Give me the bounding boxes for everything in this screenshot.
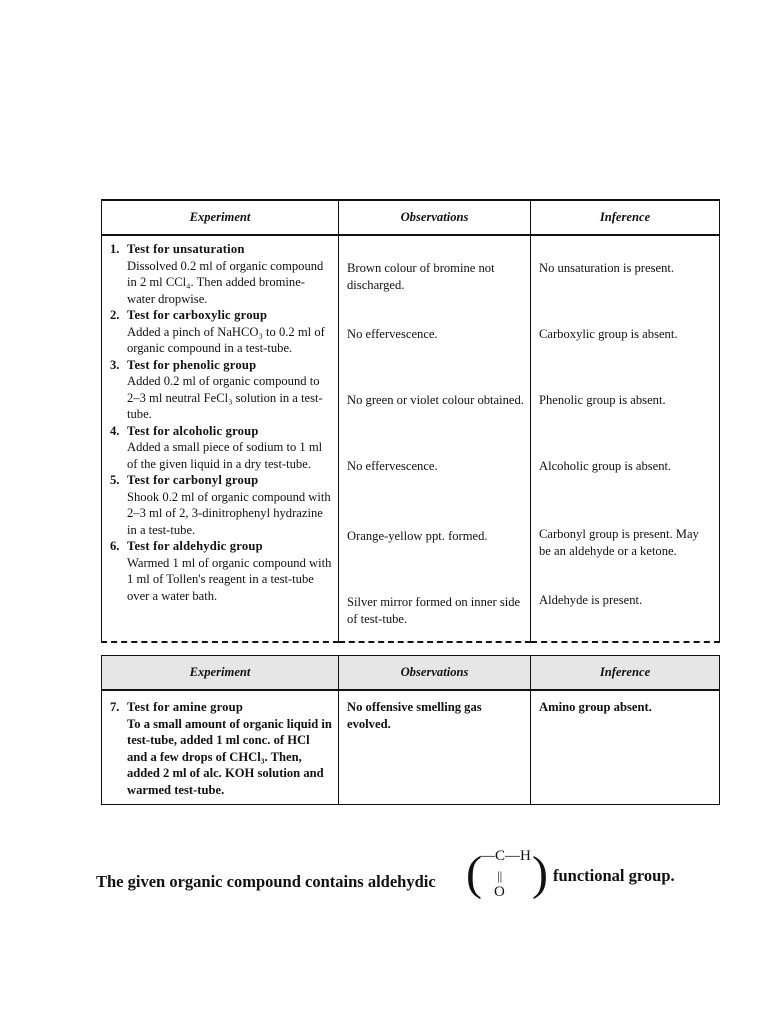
test-title: Test for carboxylic group xyxy=(127,308,268,322)
formula-line1: —C—H xyxy=(480,848,531,864)
inference-text: Alcoholic group is absent. xyxy=(539,459,672,473)
header-experiment: Experiment xyxy=(102,200,339,235)
observation-text: No offensive smelling gas evolved. xyxy=(347,700,482,731)
experiment-column xyxy=(102,235,339,642)
conclusion-text-after: functional group. xyxy=(553,866,675,885)
observations-column xyxy=(339,235,531,642)
header-observations: Observations xyxy=(339,200,531,235)
conclusion xyxy=(96,846,716,906)
table-header-row xyxy=(102,200,720,235)
conclusion-text-before: The given organic compound contains aldehydic xyxy=(96,872,436,891)
test-title: Test for unsaturation xyxy=(127,242,245,256)
test-title: Test for amine group xyxy=(127,700,244,714)
left-paren: ( xyxy=(466,847,482,900)
experiment-item xyxy=(110,241,332,307)
right-paren: ) xyxy=(532,847,548,900)
observation-cell xyxy=(339,690,531,805)
header-inference: Inference xyxy=(531,656,720,691)
item-number: 6. xyxy=(110,539,120,553)
header-observations: Observations xyxy=(339,656,531,691)
inference-text: Carboxylic group is absent. xyxy=(539,327,678,341)
observation-text: Brown colour of bromine not discharged. xyxy=(347,261,495,292)
inference-column xyxy=(531,235,720,642)
inference-text: No unsaturation is present. xyxy=(539,261,675,275)
test-procedure: Added 0.2 ml of organic compound to 2–3 ml neutral FeCl₃ solution in a test-tube. xyxy=(127,374,323,421)
inference-text: Phenolic group is absent. xyxy=(539,393,666,407)
test-procedure: Shook 0.2 ml of organic compound with 2–3 ml of 2, 3-dinitrophenyl hydrazine in a test-tube. xyxy=(127,489,331,537)
test-procedure: Added a pinch of NaHCO₃ to 0.2 ml of organic compound in a test-tube. xyxy=(127,324,325,355)
table-header-row xyxy=(102,656,720,691)
aldehyde-formula xyxy=(466,846,548,906)
test-procedure: To a small amount of organic liquid in test-tube, added 1 ml conc. of HCl and a few drops of CHCl₃. Then, added 2 ml of alc. KOH solution and warmed test-tube. xyxy=(127,716,332,797)
observation-text: Orange-yellow ppt. formed. xyxy=(347,529,488,543)
tests-table xyxy=(101,199,720,643)
header-experiment: Experiment xyxy=(102,656,339,691)
experiment-item xyxy=(110,307,332,357)
item-number: 2. xyxy=(110,308,120,322)
test-title: Test for phenolic group xyxy=(127,357,257,372)
test-procedure: Dissolved 0.2 ml of organic compound in 2 ml CCl₄. Then added bromine-water dropwise. xyxy=(127,258,324,306)
observation-text: No effervescence. xyxy=(347,327,438,341)
inference-cell xyxy=(531,690,720,805)
experiment-item xyxy=(110,538,332,604)
formula-double-bond: || xyxy=(497,868,503,883)
header-inference: Inference xyxy=(531,200,720,235)
item-number: 7. xyxy=(110,700,120,714)
test-title: Test for alcoholic group xyxy=(127,423,259,438)
experiment-item xyxy=(110,357,332,423)
test-procedure: Warmed 1 ml of organic compound with 1 ml of Tollen's reagent in a test-tube over a water bath. xyxy=(127,555,332,603)
observation-text: No effervescence. xyxy=(347,459,438,473)
table-row xyxy=(102,235,720,642)
experiment-cell xyxy=(102,690,339,805)
inference-text: Carbonyl group is present. May be an aldehyde or a ketone. xyxy=(539,527,699,558)
item-number: 4. xyxy=(110,423,120,438)
amine-test-table xyxy=(101,655,720,805)
test-title: Test for carbonyl group xyxy=(127,473,259,487)
experiment-item xyxy=(110,472,332,538)
formula-oxygen: O xyxy=(494,884,505,900)
item-number: 5. xyxy=(110,473,120,487)
observation-text: Silver mirror formed on inner side of test-tube. xyxy=(347,595,521,626)
test-procedure: Added a small piece of sodium to 1 ml of the given liquid in a dry test-tube. xyxy=(127,440,323,471)
table-row xyxy=(102,690,720,805)
experiment-item xyxy=(110,423,332,473)
inference-text: Aldehyde is present. xyxy=(539,593,643,607)
item-number: 3. xyxy=(110,357,120,372)
inference-text: Amino group absent. xyxy=(539,700,652,714)
test-title: Test for aldehydic group xyxy=(127,539,263,553)
observation-text: No green or violet colour obtained. xyxy=(347,393,524,407)
item-number: 1. xyxy=(110,242,120,256)
experiment-item xyxy=(110,699,332,798)
